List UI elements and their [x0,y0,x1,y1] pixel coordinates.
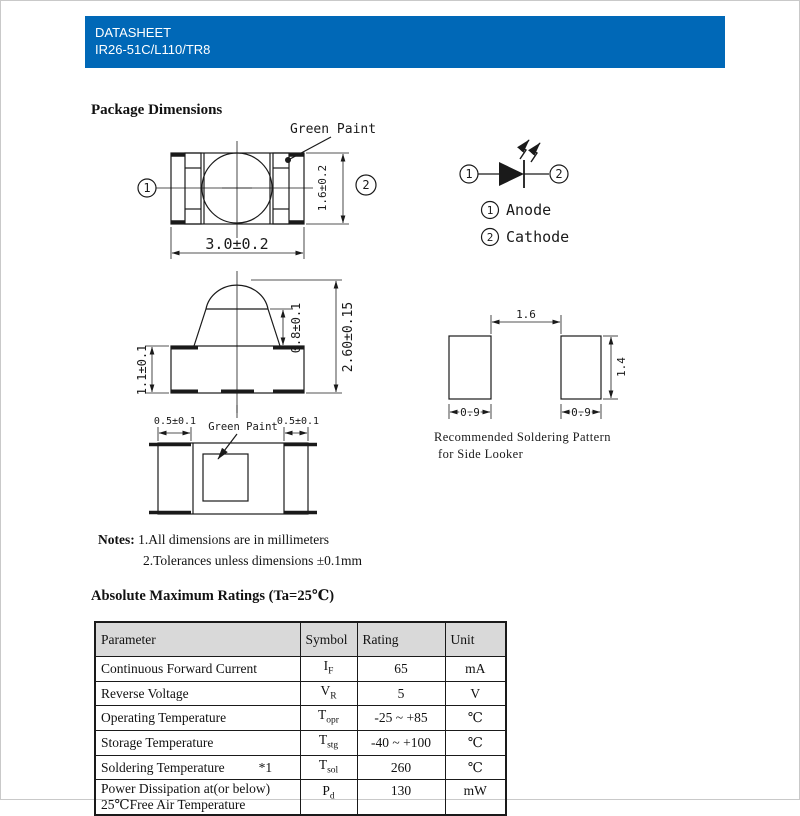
dim-text-0-5-left: 0.5±0.1 [153,416,197,427]
cell-unit: mA [445,657,506,682]
table-row [95,731,506,756]
header-bar [85,16,725,68]
green-paint-label-top: Green Paint [289,122,377,137]
package-body [171,346,304,393]
svg-text:2: 2 [486,231,494,244]
ratings-title: Absolute Maximum Ratings (Ta=25℃) [91,588,335,604]
cell-symbol: $I_F$ [300,657,357,682]
table-row [95,780,506,816]
dim-top-view-width [171,227,304,259]
dim-pad-gap [491,308,561,334]
cathode-label: Cathode [506,228,570,246]
cell-rating: -40 ~ +100 [357,731,445,756]
dim-text-0-8: 0.8±0.1 [289,302,303,354]
dim-text-0-9-right: 0.9 [571,406,591,419]
notes-block [98,529,518,571]
polarity-symbol [460,140,569,246]
notes-label: Notes: [98,532,135,547]
col-header-unit: Unit [445,622,506,657]
cell-rating: 130 [357,780,445,816]
cell-rating: 5 [357,681,445,706]
package-drawing [85,109,741,591]
dim-pad-left [154,416,196,441]
cell-parameter: Operating Temperature [95,706,300,731]
solder-caption-line1: Recommended Soldering Pattern [434,430,611,444]
cell-unit: ℃ [445,706,506,731]
col-header-rating: Rating [357,622,445,657]
dim-pad-height [603,336,628,399]
header-part-number: IR26-51C/L110/TR8 [95,42,211,57]
dim-text-3-0: 3.0±0.2 [205,235,269,253]
dim-top-view-height [306,153,349,224]
diode-triangle [499,162,524,186]
anode-legend [482,201,552,219]
table-row [95,681,506,706]
cell-parameter: Power Dissipation at(or below) 25℃Free Air Temperature [95,780,300,816]
table-row [95,706,506,731]
dim-text-0-5-right: 0.5±0.1 [276,416,320,427]
table-header-row [95,622,506,657]
cell-unit: mW [445,780,506,816]
side-view-drawing [135,271,356,413]
dim-text-1-1: 1.1±0.1 [135,344,149,396]
cell-unit: V [445,681,506,706]
pin1-number: 1 [143,181,151,195]
pin2-number: 2 [362,178,370,192]
solder-pad-left [449,336,491,399]
cell-symbol: $T_{stg}$ [300,731,357,756]
pin1-marker [138,179,156,197]
symbol-pin2-number: 2 [555,167,563,181]
notes-text-2: 2.Tolerances unless dimensions ±0.1mm [143,553,363,568]
cell-symbol: $T_{sol}$ [300,755,357,780]
top-view-drawing [138,122,376,259]
ratings-table [94,621,507,816]
table-row [95,755,506,780]
cell-symbol: $V_R$ [300,681,357,706]
cell-rating: 260 [357,755,445,780]
cell-symbol: $T_{opr}$ [300,706,357,731]
symbol-pin1-number: 1 [465,167,473,181]
dim-text-0-9-left: 0.9 [460,406,480,419]
pin2-marker [356,175,376,195]
cell-unit: ℃ [445,755,506,780]
dim-pad-right [277,416,319,441]
dim-body-height [135,345,169,396]
green-paint-area [203,454,248,501]
cell-unit: ℃ [445,731,506,756]
cell-parameter: Reverse Voltage [95,681,300,706]
dim-pad-width-left [449,404,491,419]
dim-text-2-60: 2.60±0.15 [341,301,356,373]
table-row [95,657,506,682]
notes-text-1: 1.All dimensions are in millimeters [138,532,329,547]
dim-text-1-6-gap: 1.6 [516,308,536,321]
svg-text:1: 1 [486,204,494,217]
green-paint-label-bottom: Green Paint [208,421,278,433]
cell-rating: -25 ~ +85 [357,706,445,731]
dim-text-1-4: 1.4 [615,357,628,377]
package-dimensions-title: Package Dimensions [91,102,223,118]
cell-parameter: Soldering Temperature *1 [95,755,300,780]
header-doc-type: DATASHEET [95,25,172,40]
anode-label: Anode [506,201,552,219]
col-header-parameter: Parameter [95,622,300,657]
cell-rating: 65 [357,657,445,682]
dim-pad-width-right [561,404,601,419]
solder-pattern-drawing [434,308,628,461]
emission-arrow-1 [520,140,529,159]
dim-text-1-6: 1.6±0.2 [316,164,329,212]
footnote-marker: *1 [258,759,273,775]
cathode-legend [482,228,570,246]
solder-caption-line2: for Side Looker [438,447,524,461]
notes-line1 [98,529,518,550]
bottom-view-drawing [149,405,319,514]
cell-symbol: $P_d$ [300,780,357,816]
cell-parameter: Storage Temperature [95,731,300,756]
cell-parameter: Continuous Forward Current [95,657,300,682]
solder-pad-right [561,336,601,399]
emission-arrow-2 [531,143,540,162]
green-paint-leader-dot [285,157,291,163]
col-header-symbol: Symbol [300,622,357,657]
